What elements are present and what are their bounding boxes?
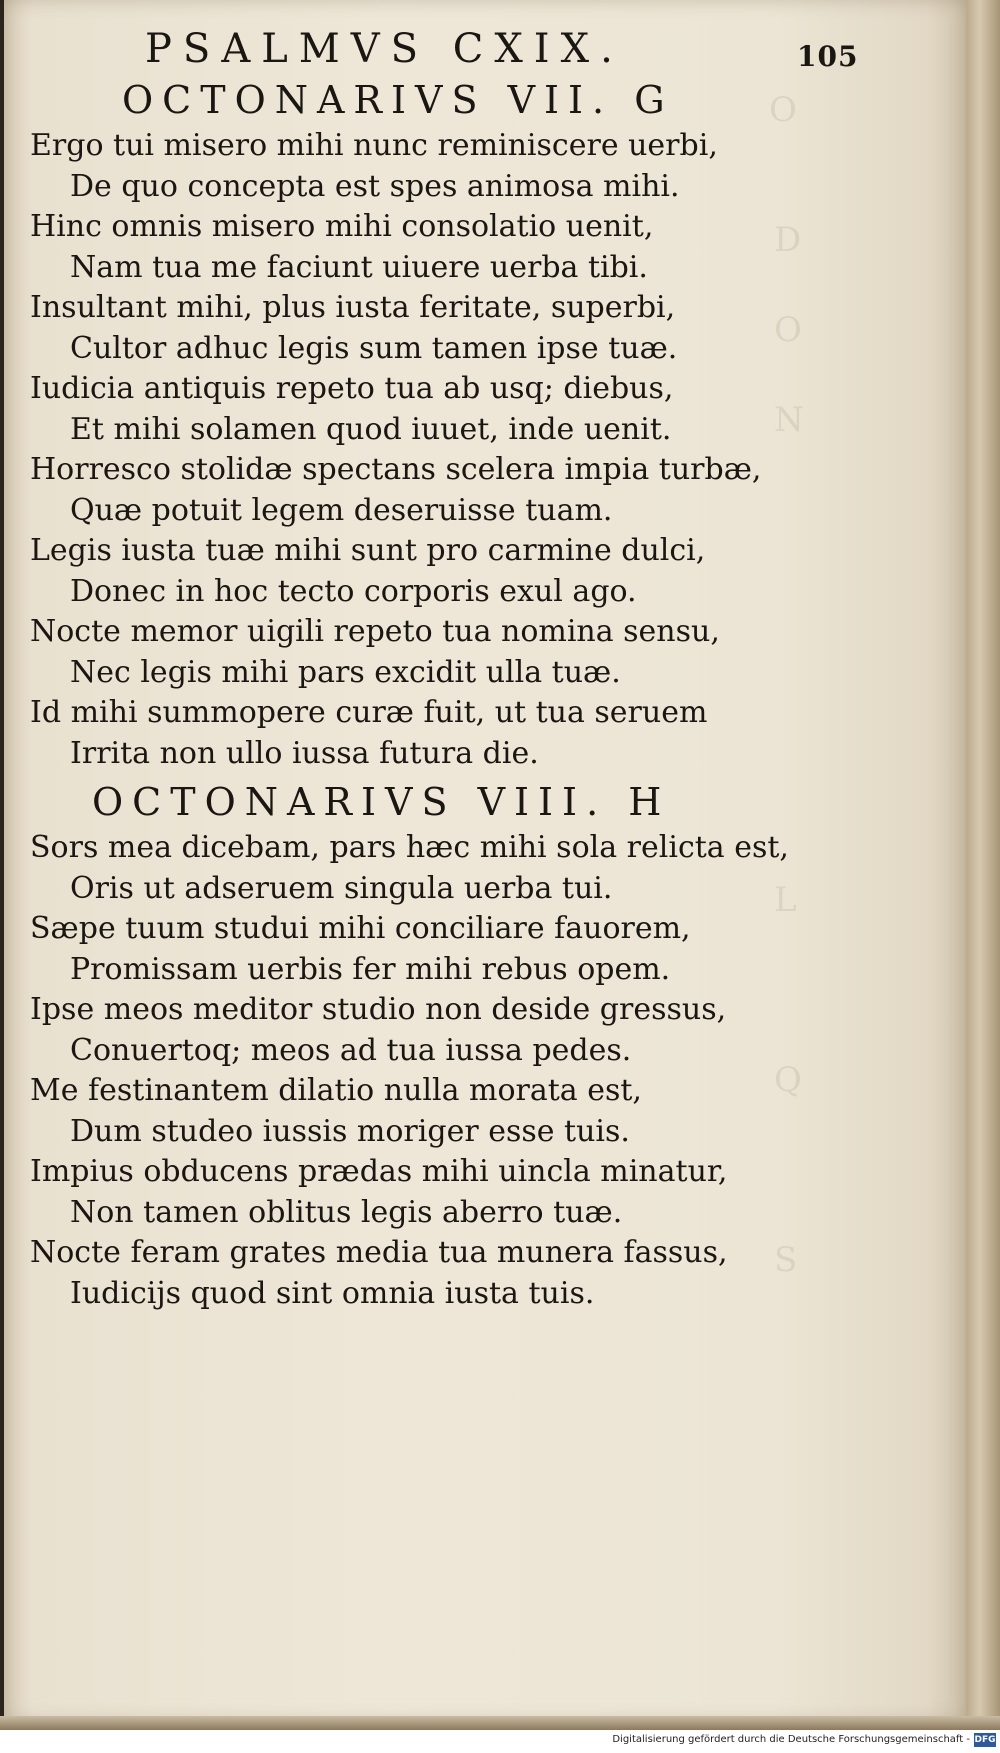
verse-line-hexameter: Sors mea dicebam, pars hæc mihi sola relicta est, — [30, 830, 789, 865]
verse-line-pentameter: Conuertoq; meos ad tua iussa pedes. — [70, 1032, 632, 1068]
verse-line-hexameter: Hinc omnis misero mihi consolatio uenit, — [30, 209, 654, 244]
funding-credit: Digitalisierung gefördert durch die Deutsche Forschungsgemeinschaft - — [612, 1734, 970, 1745]
verse-line-hexameter: Nocte feram grates media tua munera fassus, — [30, 1235, 728, 1270]
verse-line-pentameter: Promissam uerbis fer mihi rebus opem. — [70, 951, 671, 987]
running-head: PSALMVS CXIX. — [145, 26, 624, 72]
verse-line-pentameter: Irrita non ullo iussa futura die. — [70, 735, 539, 771]
verse-line-pentameter: Nec legis mihi pars excidit ulla tuæ. — [70, 654, 621, 690]
verse-line-hexameter: Nocte memor uigili repeto tua nomina sensu, — [30, 614, 720, 649]
show-through-letters: O — [774, 310, 802, 350]
verse-line-pentameter: Dum studeo iussis moriger esse tuis. — [70, 1113, 630, 1149]
verse-line-hexameter: Me festinantem dilatio nulla morata est, — [30, 1073, 642, 1108]
verse-line-pentameter: Cultor adhuc legis sum tamen ipse tuæ. — [70, 330, 678, 366]
verse-line-pentameter: Donec in hoc tecto corporis exul ago. — [70, 573, 637, 609]
show-through-letters: L — [774, 880, 797, 920]
verse-line-hexameter: Sæpe tuum studui mihi conciliare fauorem, — [30, 911, 691, 946]
verse-line-pentameter: Non tamen oblitus legis aberro tuæ. — [70, 1194, 623, 1230]
show-through-letters: D — [774, 220, 802, 260]
verse-line-hexameter: Ipse meos meditor studio non deside gressus, — [30, 992, 727, 1027]
verse-line-pentameter: De quo concepta est spes animosa mihi. — [70, 168, 680, 204]
section-heading: OCTONARIVS VIII. H — [92, 780, 671, 824]
verse-line-hexameter: Iudicia antiquis repeto tua ab usq; diebus, — [30, 371, 674, 406]
dfg-logo: DFG — [974, 1735, 996, 1745]
verse-line-pentameter: Iudicijs quod sint omnia iusta tuis. — [70, 1275, 595, 1311]
footer-bar — [0, 1730, 1000, 1753]
folio-number: 105 — [797, 40, 859, 73]
verse-line-hexameter: Id mihi summopere curæ fuit, ut tua seruem — [30, 695, 708, 730]
verse-line-hexameter: Impius obducens prædas mihi uincla minatur, — [30, 1154, 728, 1189]
show-through-letters: S — [774, 1240, 798, 1280]
verse-line-hexameter: Insultant mihi, plus iusta feritate, superbi, — [30, 290, 676, 325]
book-fore-edge — [966, 0, 1000, 1735]
verse-line-hexameter: Horresco stolidæ spectans scelera impia turbæ, — [30, 452, 762, 487]
verse-line-hexameter: Legis iusta tuæ mihi sunt pro carmine dulci, — [30, 533, 706, 568]
show-through-letters: Q — [774, 1060, 802, 1100]
verse-line-pentameter: Oris ut adseruem singula uerba tui. — [70, 870, 613, 906]
verse-line-pentameter: Nam tua me faciunt uiuere uerba tibi. — [70, 249, 648, 285]
verse-line-pentameter: Et mihi solamen quod iuuet, inde uenit. — [70, 411, 672, 447]
show-through-letters: N — [774, 400, 804, 440]
section-heading: OCTONARIVS VII. G — [122, 78, 674, 122]
book-bottom-edge — [0, 1716, 1000, 1730]
show-through-letters: O — [769, 90, 797, 130]
verse-line-hexameter: Ergo tui misero mihi nunc reminiscere uerbi, — [30, 128, 718, 163]
verse-line-pentameter: Quæ potuit legem deseruisse tuam. — [70, 492, 613, 528]
